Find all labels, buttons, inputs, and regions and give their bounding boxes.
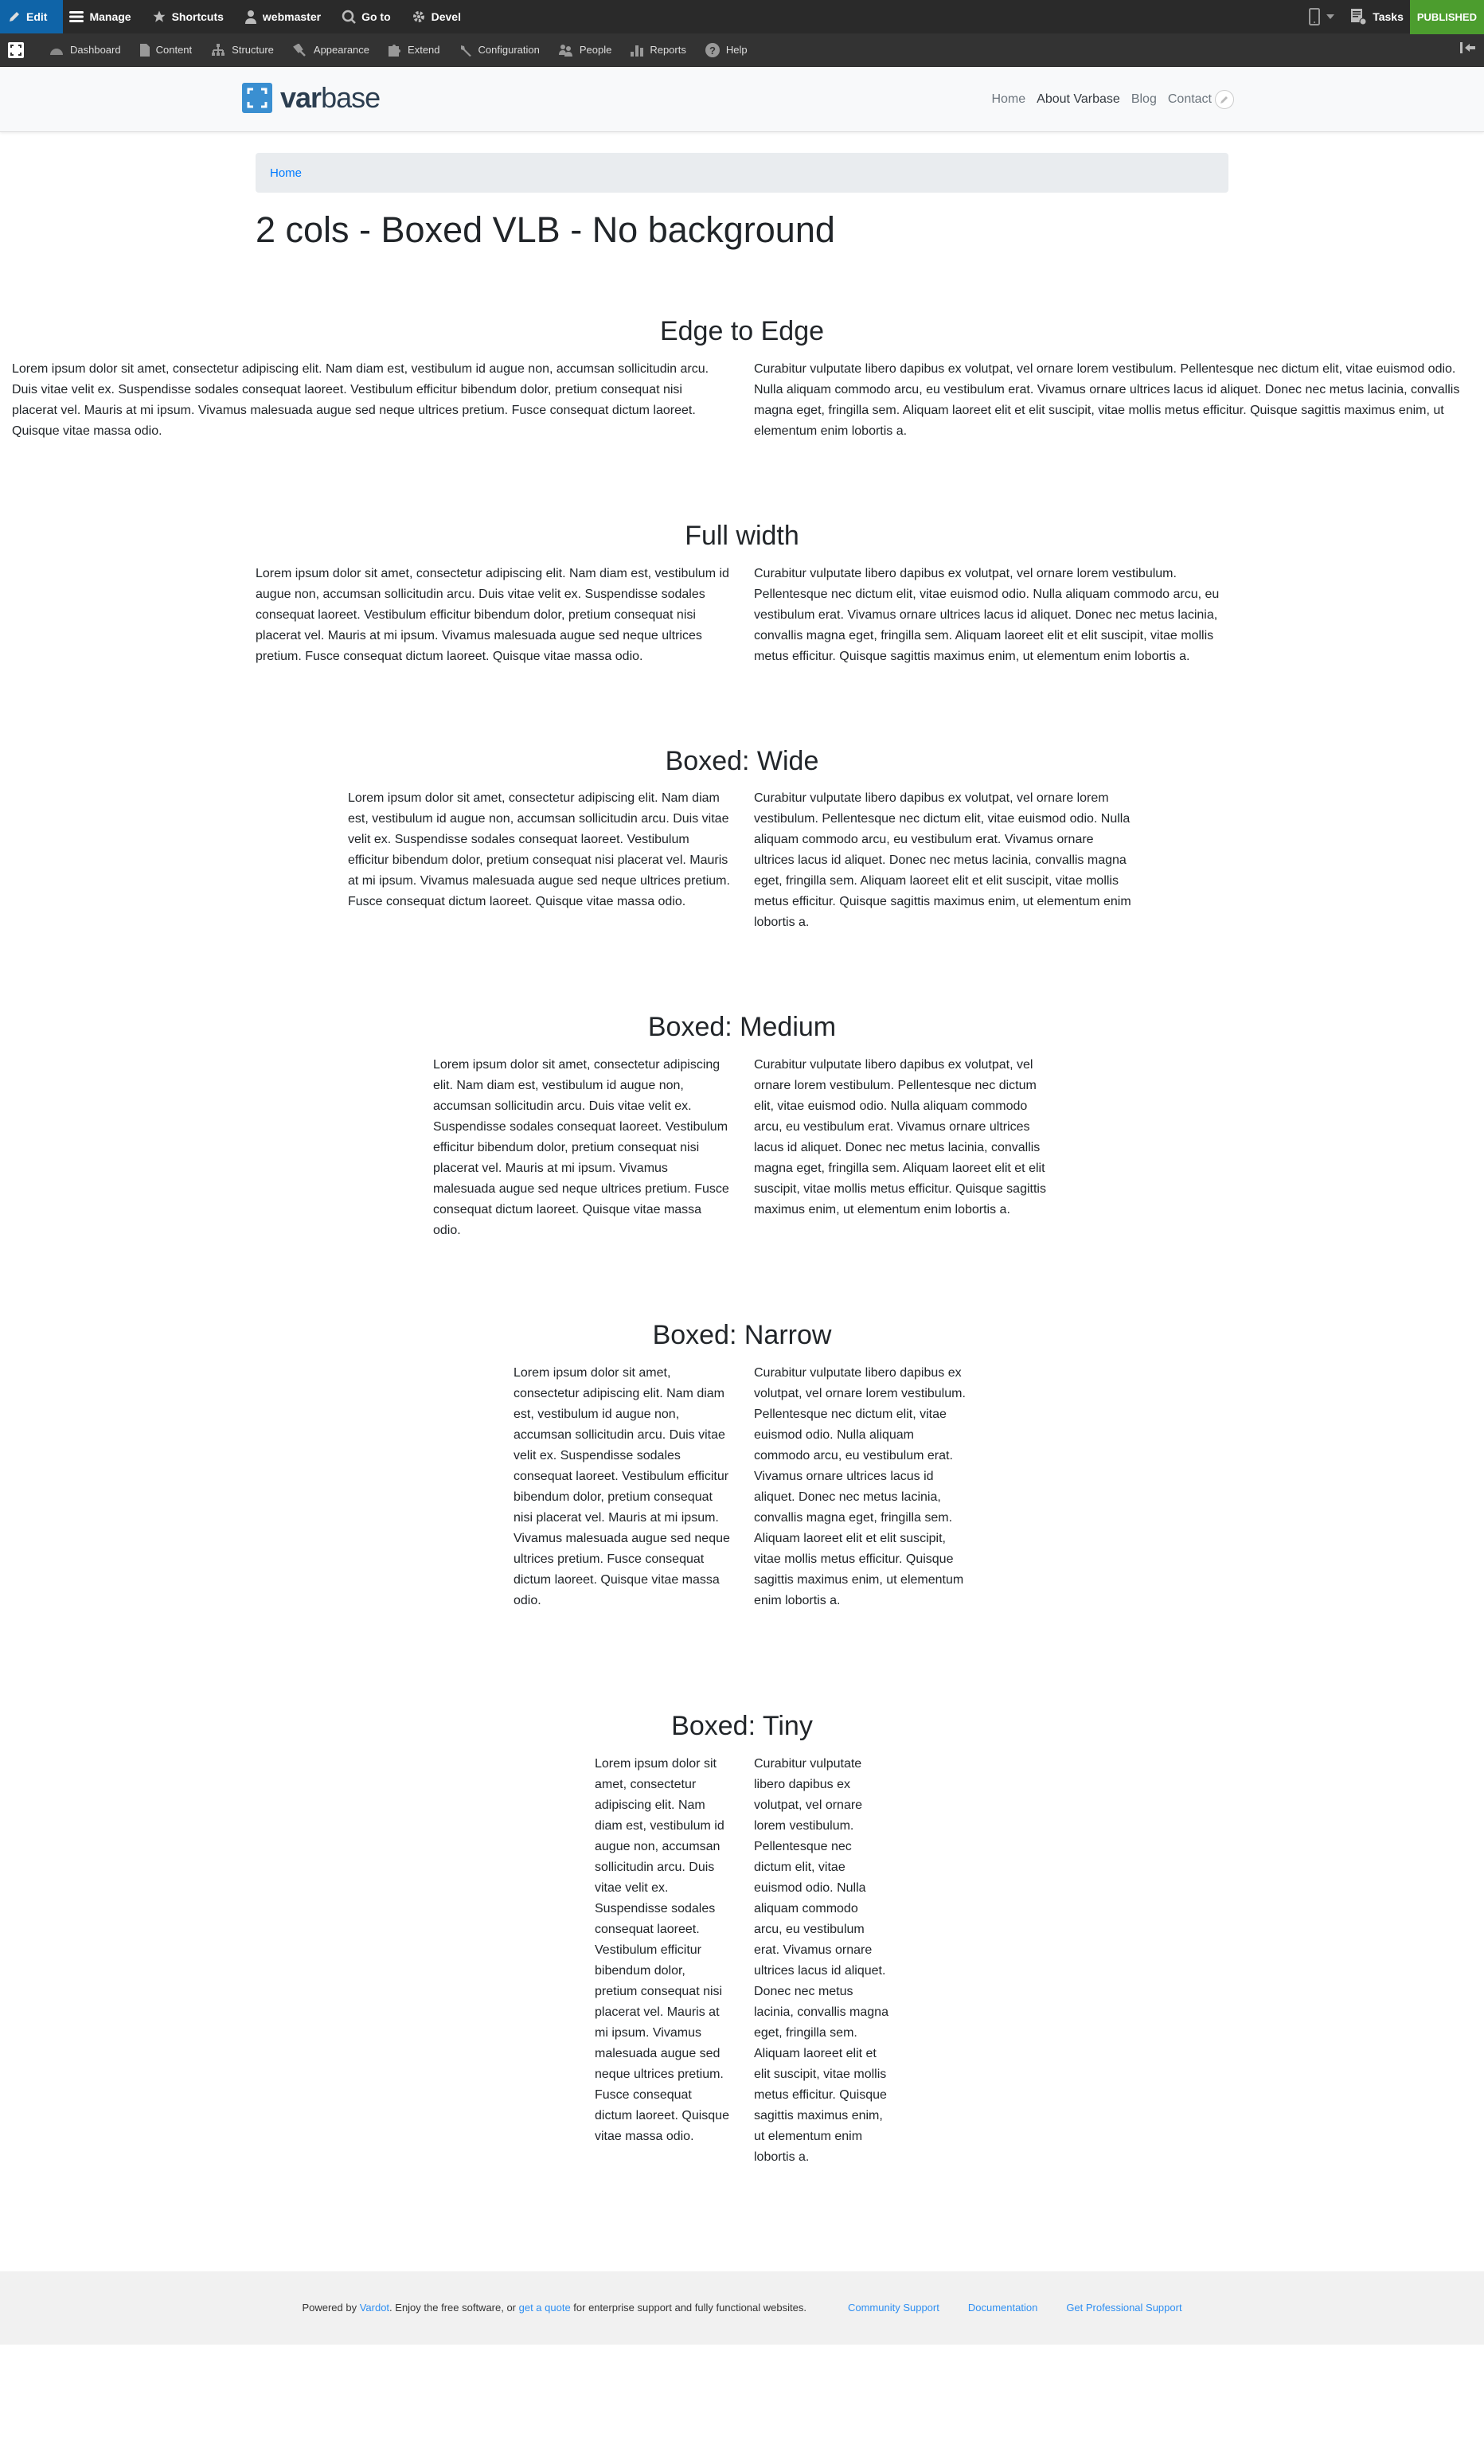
section-boxed-wide [0, 745, 1484, 934]
admin-menu-extend[interactable]: Extend [379, 33, 449, 67]
help-icon [705, 43, 720, 57]
right-column-text: Curabitur vulputate libero dapibus ex volutpat, vel ornare lorem vestibulum. Pellentesque nec dictum elit, vitae euismod odio. Nulla aliquam commodo arcu, eu vestibulum erat. Vivamus ornare ultrices lacus id aliquet. Donec nec metus lacinia, convallis magna eget, fringilla sem. Aliquam laoreet elit et elit suscipit, vitae mollis metus efficitur. Quisque sagittis maximus enim, ut elementum enim lobortis a. [754, 791, 1131, 930]
site-logo[interactable] [242, 83, 380, 113]
admin-menu-reports[interactable]: Reports [621, 33, 696, 67]
gear-icon [412, 10, 426, 24]
admin-menu-people[interactable]: People [549, 33, 621, 67]
admin-menu-appearance[interactable]: Appearance [283, 33, 379, 67]
breadcrumb-home[interactable]: Home [270, 166, 303, 180]
left-column-text: Lorem ipsum dolor sit amet, consectetur adipiscing elit. Nam diam est, vestibulum id augue non, accumsan sollicitudin arcu. Duis vitae velit ex. Suspendisse sodales consequat laoreet. Vestibulum efficitur bibendum dolor, pretium consequat nisi placerat vel. Mauris at mi ipsum. Vivamus malesuada augue sed neque ultrices pretium. Fusce consequat dictum laoreet. Quisque vitae massa odio. [348, 791, 730, 909]
right-column-text: Curabitur vulputate libero dapibus ex volutpat, vel ornare lorem vestibulum. Pellentesque nec dictum elit, vitae euismod odio. Nulla aliquam commodo arcu, eu vestibulum erat. Vivamus ornare ultrices lacus id aliquet. Donec nec metus lacinia, convallis magna eget, fringilla sem. Aliquam laoreet elit et elit suscipit, vitae mollis metus efficitur. Quisque sagittis maximus enim, ut elementum enim lobortis a. [754, 566, 1220, 663]
section-title: Boxed: Narrow [652, 1320, 832, 1351]
site-footer [0, 2271, 1484, 2345]
admin-menu-dashboard[interactable]: Dashboard [40, 33, 131, 67]
vardot-link[interactable]: Vardot [359, 2302, 390, 2314]
section-boxed-narrow [0, 1319, 1484, 1611]
svg-text:?: ? [709, 44, 716, 57]
people-icon [559, 44, 573, 57]
admin-menu-help[interactable]: ? Help [696, 33, 757, 67]
section-title: Edge to Edge [659, 316, 825, 346]
nav-home[interactable]: Home [991, 92, 1026, 106]
right-column-text: Curabitur vulputate libero dapibus ex volutpat, vel ornare lorem vestibulum. Pellentesque nec dictum elit, vitae euismod odio. Nulla aliquam commodo arcu, eu vestibulum erat. Vivamus ornare ultrices lacus id aliquet. Donec nec metus lacinia, convallis magna eget, fringilla sem. Aliquam laoreet elit et elit suscipit, vitae mollis metus efficitur. Quisque sagittis maximus enim, ut elementum enim lobortis a. [754, 1756, 888, 2164]
nav-contact[interactable]: Contact [1167, 92, 1212, 106]
site-header [0, 67, 1484, 132]
extend-icon [389, 44, 401, 57]
left-column-text: Lorem ipsum dolor sit amet, consectetur adipiscing elit. Nam diam est, vestibulum id augue non, accumsan sollicitudin arcu. Duis vitae velit ex. Suspendisse sodales consequat laoreet. Vestibulum efficitur bibendum dolor, pretium consequat nisi placerat vel. Mauris at mi ipsum. Vivamus malesuada augue sed neque ultrices pretium. Fusce consequat dictum laoreet. Quisque vitae massa odio. [514, 1365, 730, 1607]
footer-links [848, 2302, 1182, 2314]
tasks-button[interactable]: Tasks [1350, 8, 1410, 25]
reports-icon [631, 44, 643, 57]
star-icon [152, 10, 166, 24]
right-column-text: Curabitur vulputate libero dapibus ex volutpat, vel ornare lorem vestibulum. Pellentesque nec dictum elit, vitae euismod odio. Nulla aliquam commodo arcu, eu vestibulum erat. Vivamus ornare ultrices lacus id aliquet. Donec nec metus lacinia, convallis magna eget, fringilla sem. Aliquam laoreet elit et elit suscipit, vitae mollis metus efficitur. Quisque sagittis maximus enim, ut elementum enim lobortis a. [754, 1058, 1046, 1217]
menu-icon [69, 10, 84, 23]
page-title: 2 cols - Boxed VLB - No background [256, 209, 835, 250]
section-boxed-medium [0, 1011, 1484, 1241]
section-title: Boxed: Wide [665, 745, 819, 776]
user-tab[interactable]: webmaster [235, 0, 332, 33]
goto-icon [342, 10, 356, 24]
goto-tab[interactable]: Go to [332, 0, 402, 33]
left-column-text: Lorem ipsum dolor sit amet, consectetur adipiscing elit. Nam diam est, vestibulum id augue non, accumsan sollicitudin arcu. Duis vitae velit ex. Suspendisse sodales consequat laoreet. Vestibulum efficitur bibendum dolor, pretium consequat nisi placerat vel. Mauris at mi ipsum. Vivamus malesuada augue sed neque ultrices pretium. Fusce consequat dictum laoreet. Quisque vitae massa odio. [256, 566, 729, 663]
appearance-icon [293, 44, 307, 57]
device-preview-button[interactable] [1293, 8, 1350, 25]
main-navigation [991, 90, 1234, 109]
get-a-quote-link[interactable]: get a quote [518, 2302, 571, 2314]
get-professional-support-link[interactable]: Get Professional Support [1066, 2302, 1182, 2314]
edit-menu-pencil-icon[interactable] [1215, 90, 1234, 109]
left-column-text: Lorem ipsum dolor sit amet, consectetur adipiscing elit. Nam diam est, vestibulum id augue non, accumsan sollicitudin arcu. Duis vitae velit ex. Suspendisse sodales consequat laoreet. Vestibulum efficitur bibendum dolor, pretium consequat nisi placerat vel. Mauris at mi ipsum. Vivamus malesuada augue sed neque ultrices pretium. Fusce consequat dictum laoreet. Quisque vitae massa odio. [433, 1058, 729, 1238]
content-icon [140, 44, 150, 57]
right-column-text: Curabitur vulputate libero dapibus ex volutpat, vel ornare lorem vestibulum. Pellentesque nec dictum elit, vitae euismod odio. Nulla aliquam commodo arcu, eu vestibulum erat. Vivamus ornare ultrices lacus id aliquet. Donec nec metus lacinia, convallis magna eget, fringilla sem. Aliquam laoreet elit et elit suscipit, vitae mollis metus efficitur. Quisque sagittis maximus enim, ut elementum enim lobortis a. [754, 1365, 966, 1607]
admin-menu-content[interactable]: Content [131, 33, 202, 67]
powered-by-text: Powered by Vardot. Enjoy the free software, or get a quote for enterprise support and fully functional websites. [302, 2302, 806, 2314]
collapse-left-icon [1460, 41, 1476, 54]
section-title: Boxed: Medium [647, 1012, 837, 1043]
section-title: Boxed: Tiny [671, 1710, 813, 1741]
left-column-text: Lorem ipsum dolor sit amet, consectetur adipiscing elit. Nam diam est, vestibulum id augue non, accumsan sollicitudin arcu. Duis vitae velit ex. Suspendisse sodales consequat laoreet. Vestibulum efficitur bibendum dolor, pretium consequat nisi placerat vel. Mauris at mi ipsum. Vivamus malesuada augue sed neque ultrices pretium. Fusce consequat dictum laoreet. Quisque vitae massa odio. [12, 361, 709, 438]
documentation-link[interactable]: Documentation [967, 2302, 1038, 2314]
user-icon [244, 10, 257, 24]
section-title: Full width [685, 520, 799, 551]
nav-blog[interactable]: Blog [1131, 92, 1157, 106]
community-support-link[interactable]: Community Support [847, 2302, 939, 2314]
varbase-home-icon[interactable] [8, 42, 24, 58]
manage-tab[interactable]: Manage [63, 0, 142, 33]
published-status-badge: PUBLISHED [1410, 0, 1484, 34]
left-column-text: Lorem ipsum dolor sit amet, consectetur adipiscing elit. Nam diam est, vestibulum id augue non, accumsan sollicitudin arcu. Duis vitae velit ex. Suspendisse sodales consequat laoreet. Vestibulum efficitur bibendum dolor, pretium consequat nisi placerat vel. Mauris at mi ipsum. Vivamus malesuada augue sed neque ultrices pretium. Fusce consequat dictum laoreet. Quisque vitae massa odio. [595, 1756, 729, 2143]
structure-icon [211, 44, 225, 57]
edit-button[interactable]: Edit [0, 0, 63, 33]
right-column-text: Curabitur vulputate libero dapibus ex volutpat, vel ornare lorem vestibulum. Pellentesque nec dictum elit, vitae euismod odio. Nulla aliquam commodo arcu, eu vestibulum erat. Vivamus ornare ultrices lacus id aliquet. Donec nec metus lacinia, convallis magna eget, fringilla sem. Aliquam laoreet elit et elit suscipit, vitae mollis metus efficitur. Quisque sagittis maximus enim, ut elementum enim lobortis a. [754, 361, 1460, 438]
admin-menu-configuration[interactable]: Configuration [450, 33, 549, 67]
admin-menu-tray [0, 33, 1484, 67]
nav-about-varbase[interactable]: About Varbase [1037, 92, 1120, 106]
admin-menu-structure[interactable]: Structure [201, 33, 283, 67]
devel-tab[interactable]: Devel [402, 0, 472, 33]
section-boxed-tiny [0, 1710, 1484, 2168]
admin-toolbar [0, 0, 1484, 33]
section-full-width [0, 520, 1484, 667]
wrench-icon [459, 44, 472, 57]
varbase-logo-icon [242, 83, 272, 113]
brand-name: varbase [280, 81, 381, 114]
dashboard-icon [49, 44, 64, 57]
caret-down-icon [1326, 14, 1334, 19]
pencil-icon [8, 10, 21, 23]
shortcuts-tab[interactable]: Shortcuts [143, 0, 235, 33]
mobile-device-icon [1309, 8, 1320, 25]
tasks-icon [1350, 8, 1366, 25]
collapse-toolbar-button[interactable] [1460, 41, 1476, 58]
section-edge-to-edge [0, 315, 1484, 442]
breadcrumb [256, 153, 1228, 193]
